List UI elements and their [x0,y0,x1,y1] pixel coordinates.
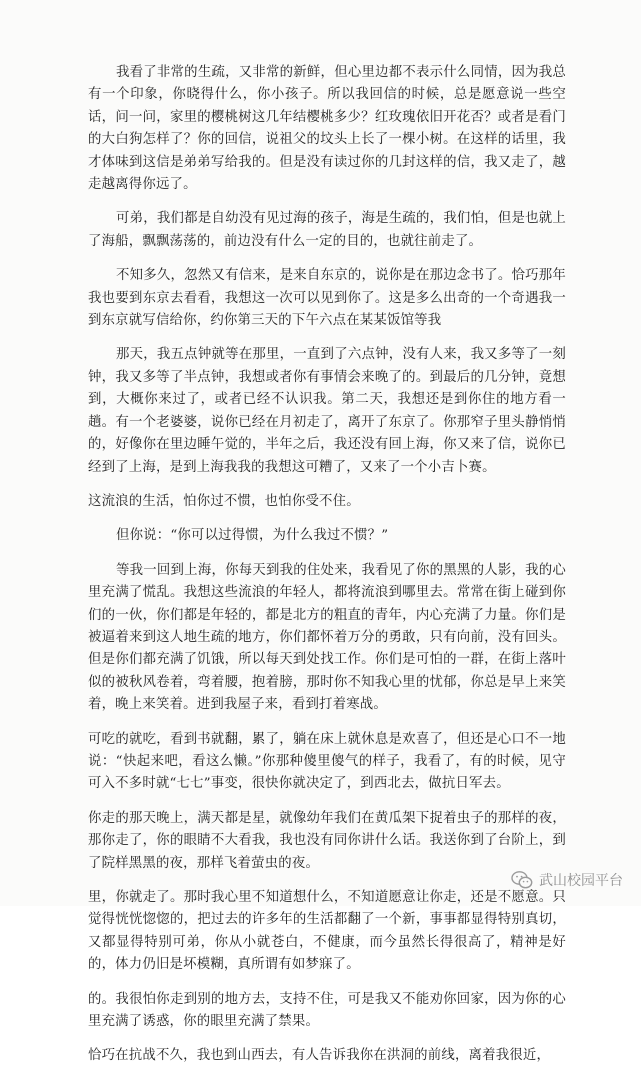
paragraph-1: 我看了非常的生疏，又非常的新鲜，但心里边都不表示什么同情，因为我总有一个印象，你晓得什么，你小孩子。所以我回信的时候，总是愿意说一些空话，问一问，家里的樱桃树这几年结樱桃多少？红玫瑰依旧开花否？或者是看门的大白狗怎样了？你的回信，说祖父的坟头上长了一棵小树。在这样的话里，我才体味到这信是弟弟写给我的。但是没有读过你的几封这样的信，我又走了，越走越离得你远了。 [88,65,566,193]
watermark-text: 武山校园平台 [539,873,623,889]
paragraph-2: 可弟，我们都是自幼没有见过海的孩子，海是生疏的，我们怕，但是也就上了海船，飘飘荡荡的，前边没有什么一定的目的，也就往前走了。 [88,211,566,249]
wechat-icon [511,870,533,890]
paragraph-10: 里，你就走了。那时我心里不知道想什么，不知道愿意让你走，还是不愿意。只觉得恍恍惚惚的，把过去的许多年的生活都翻了一个新，事事都显得特别真切，又都显得特别可弟，你从小就苍白，不健康，而今虽然长得很高了，精神是好的，体力仍旧是坏模糊，真所谓有如梦寐了。 [88,890,566,973]
article-body [88,62,566,1080]
paragraph-11: 的。我很怕你走到别的地方去，支持不住，可是我又不能劝你回家，因为你的心里充满了诱惑，你的眼里充满了禁果。 [88,991,566,1030]
paragraph-6: 但你说：“你可以过得惯，为什么我过不惯？” [116,528,389,544]
watermark [511,870,623,890]
paragraph-12: 恰巧在抗战不久，我也到山西去，有人告诉我你在洪洞的前线，离着我很近， [88,1048,551,1064]
paragraph-9: 你走的那天晚上，满天都是星，就像幼年我们在黄瓜架下捉着虫子的那样的夜，那你走了，你的眼睛不大看我，我也没有同你讲什么话。我送你到了台阶上，到了院样黑黑的夜，那样飞着萤虫的夜。 [88,810,566,871]
paragraph-3: 不知多久，忽然又有信来，是来自东京的，说你是在那边念书了。恰巧那年我也要到东京去看看，我想这一次可以见到你了。这是多么出奇的一个奇遇我一到东京就写信给你，约你第三天的下午六点在某某饭馆等我 [88,268,566,329]
paragraph-4: 那天，我五点钟就等在那里，一直到了六点钟，没有人来，我又多等了一刻钟，我又多等了半点钟，我想或者你有事情会来晚了的。到最后的几分钟，竟想到，大概你来过了，或者已经不认识我。第二天，我想还是到你住的地方看一趟。有一个老婆婆，说你已经在月初走了，离开了东京了。你那窄子里头静悄悄的，好像你在里边睡午觉的，半年之后，我还没有回上海，你又来了信，说你已经到了上海，是到上海我我的我想这可糟了，又来了一个小吉卜赛。 [88,347,566,475]
paragraph-8: 可吃的就吃，看到书就翻，累了，躺在床上就休息是欢喜了，但还是心口不一地说：“快起来吧，看这么懒。”你那种傻里傻气的样子，我看了，有的时候，见守可入不多时就“七七”事变，很快你就决定了，到西北去，做抗日军去。 [88,731,566,792]
paragraph-7: 等我一回到上海，你每天到我的住处来，我看见了你的黑黑的人影，我的心里充满了慌乱。我想这些流浪的年轻人，都将流浪到哪里去。常常在街上碰到你们的一伙，你们都是年轻的，都是北方的粗直的青年，内心充满了力量。你们是被逼着来到这人地生疏的地方，你们都怀着万分的勇敢，只有向前，没有回头。但是你们都充满了饥饿，所以每天到处找工作。你们是可怕的一群，在街上落叶似的被秋风卷着，弯着腰，抱着膀，那时你不知我心里的忧郁，你总是早上来笑着，晚上来笑着。进到我屋子来，看到打着寒战。 [88,562,566,713]
paragraph-5: 这流浪的生活，怕你过不惯，也怕你受不住。 [88,493,360,509]
